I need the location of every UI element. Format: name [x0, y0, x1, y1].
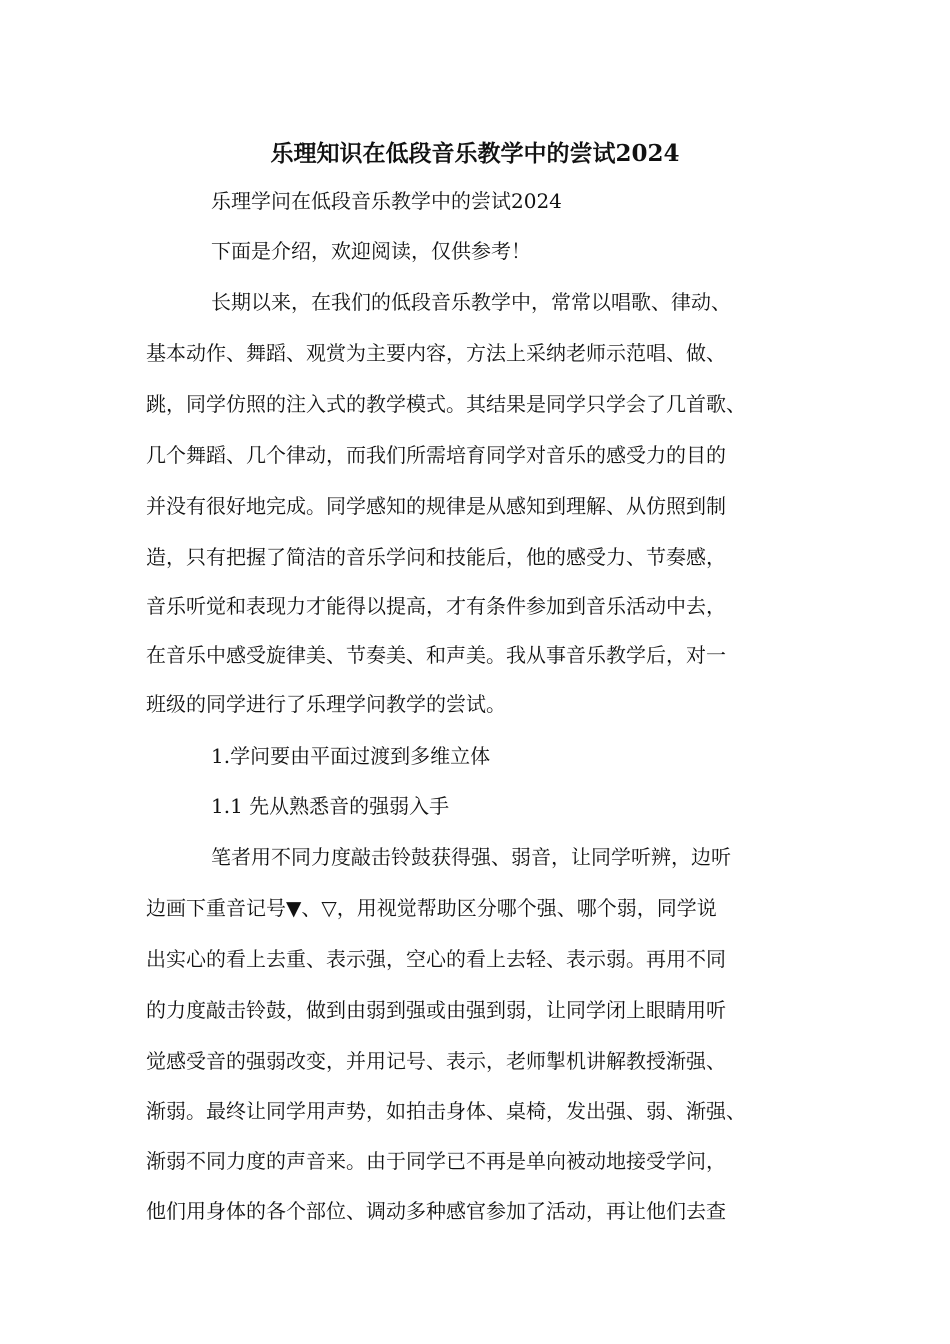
paragraph-line: 几个舞蹈、几个律动，而我们所需培育同学对音乐的感受力的目的 — [146, 443, 726, 467]
paragraph-line: 班级的同学进行了乐理学问教学的尝试。 — [146, 692, 506, 716]
subsection-heading: 1.1 先从熟悉音的强弱入手 — [211, 794, 450, 818]
paragraph-line: 音乐听觉和表现力才能得以提高，才有条件参加到音乐活动中去， — [146, 594, 726, 618]
paragraph-line: 基本动作、舞蹈、观赏为主要内容，方法上采纳老师示范唱、做、 — [146, 341, 726, 365]
paragraph-line: 渐弱。最终让同学用声势，如拍击身体、桌椅，发出强、弱、渐强、 — [146, 1099, 746, 1123]
paragraph-line: 造，只有把握了简洁的音乐学问和技能后，他的感受力、节奏感， — [146, 545, 726, 569]
paragraph-line: 觉感受音的强弱改变，并用记号、表示，老师掣机讲解教授渐强、 — [146, 1049, 726, 1073]
paragraph-line: 的力度敲击铃鼓，做到由弱到强或由强到弱，让同学闭上眼睛用听 — [146, 998, 726, 1022]
document-title: 乐理知识在低段音乐教学中的尝试2024 — [270, 140, 680, 167]
section-heading: 1.学问要由平面过渡到多维立体 — [211, 744, 491, 768]
intro-line: 下面是介绍，欢迎阅读，仅供参考！ — [211, 239, 531, 263]
paragraph-line: 边画下重音记号▼、▽，用视觉帮助区分哪个强、哪个弱，同学说 — [146, 896, 717, 920]
paragraph-line: 在音乐中感受旋律美、节奏美、和声美。我从事音乐教学后，对一 — [146, 643, 726, 667]
paragraph-line: 出实心的看上去重、表示强，空心的看上去轻、表示弱。再用不同 — [146, 947, 726, 971]
paragraph-line: 渐弱不同力度的声音来。由于同学已不再是单向被动地接受学问， — [146, 1149, 726, 1173]
paragraph-line: 长期以来，在我们的低段音乐教学中，常常以唱歌、律动、 — [211, 290, 731, 314]
paragraph-line: 笔者用不同力度敲击铃鼓获得强、弱音，让同学听辨，边听 — [211, 845, 731, 869]
subtitle-line: 乐理学问在低段音乐教学中的尝试2024 — [211, 189, 562, 213]
paragraph-line: 并没有很好地完成。同学感知的规律是从感知到理解、从仿照到制 — [146, 494, 726, 518]
paragraph-line: 他们用身体的各个部位、调动多种感官参加了活动，再让他们去查 — [146, 1199, 726, 1223]
paragraph-line: 跳，同学仿照的注入式的教学模式。其结果是同学只学会了几首歌、 — [146, 392, 746, 416]
